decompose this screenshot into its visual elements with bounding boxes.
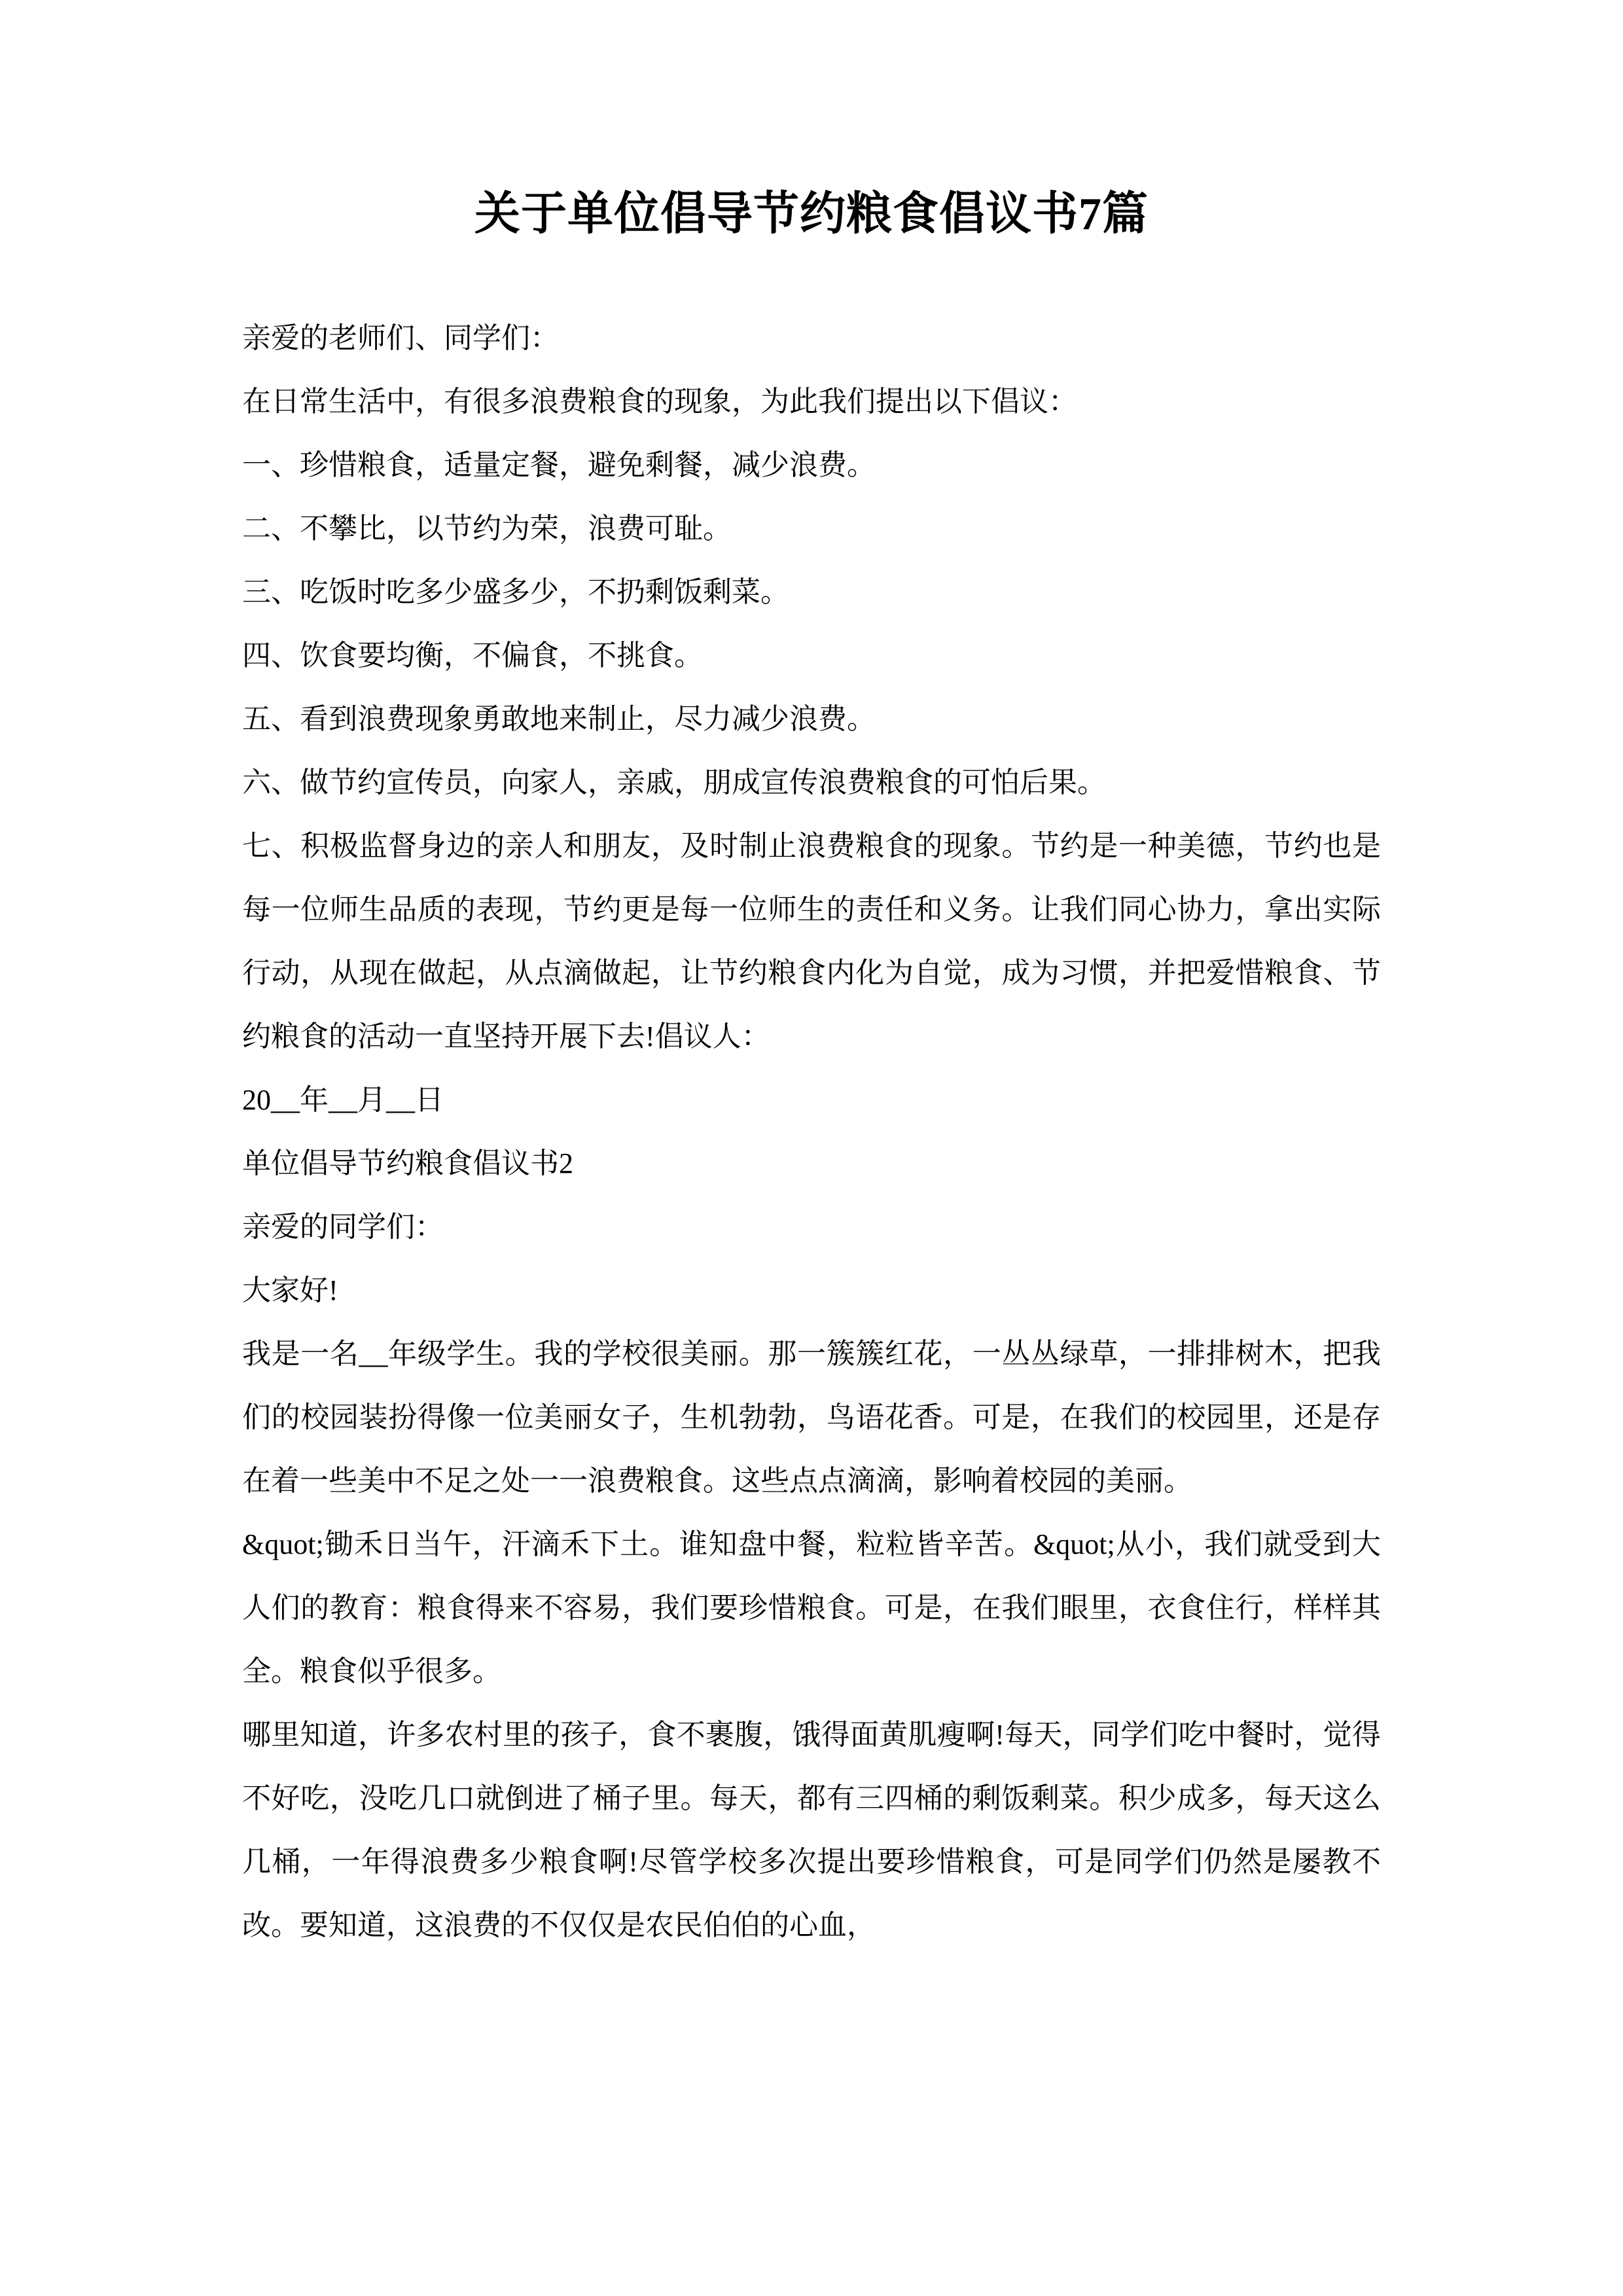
page-title: 关于单位倡导节约粮食倡议书7篇	[474, 189, 1149, 240]
section-2-heading: 单位倡导节约粮食倡议书2	[242, 1147, 573, 1179]
paragraph-greeting: 大家好!	[242, 1274, 338, 1306]
list-item-2: 二、不攀比，以节约为荣，浪费可耻。	[242, 512, 732, 545]
paragraph-poem-quote: &quot;锄禾日当午，汗滴禾下土。谁知盘中餐，粒粒皆辛苦。&quot;从小，我们就受到大人们的教育：粮食得来不容易，我们要珍惜粮食。可是，在我们眼里，衣食住行，样样其全。粮食似乎很多。	[242, 1528, 1381, 1687]
paragraph-intro: 在日常生活中，有很多浪费粮食的现象，为此我们提出以下倡议：	[242, 385, 1077, 418]
document-body	[242, 306, 1381, 1957]
date-line: 20__年__月__日	[242, 1083, 444, 1116]
list-item-5: 五、看到浪费现象勇敢地来制止，尽力减少浪费。	[242, 702, 876, 735]
list-item-4: 四、饮食要均衡，不偏食，不挑食。	[242, 639, 703, 672]
list-item-6: 六、做节约宣传员，向家人，亲戚，朋成宣传浪费粮食的可怕后果。	[242, 766, 1106, 798]
list-item-7: 七、积极监督身边的亲人和朋友，及时制止浪费粮食的现象。节约是一种美德，节约也是每一位师生品质的表现，节约更是每一位师生的责任和义务。让我们同心协力，拿出实际行动，从现在做起，从点滴做起，让节约粮食内化为自觉，成为习惯，并把爱惜粮食、节约粮食的活动一直坚持开展下去!倡议人：	[242, 829, 1381, 1052]
paragraph-salutation-2: 亲爱的同学们：	[242, 1210, 444, 1243]
paragraph-waste-observation: 哪里知道，许多农村里的孩子，食不裹腹，饿得面黄肌瘦啊!每天，同学们吃中餐时，觉得不好吃，没吃几口就倒进了桶子里。每天，都有三四桶的剩饭剩菜。积少成多，每天这么几桶，一年得浪费多少粮食啊!尽管学校多次提出要珍惜粮食，可是同学们仍然是屡教不改。要知道，这浪费的不仅仅是农民伯伯的心血，	[242, 1718, 1381, 1941]
paragraph-salutation-1: 亲爱的老师们、同学们：	[242, 321, 559, 354]
document-content	[242, 0, 1381, 1957]
list-item-1: 一、珍惜粮食，适量定餐，避免剩餐，减少浪费。	[242, 448, 876, 481]
list-item-3: 三、吃饭时吃多少盛多少，不扔剩饭剩菜。	[242, 575, 789, 608]
paragraph-school-intro: 我是一名__年级学生。我的学校很美丽。那一簇簇红花，一丛丛绿草，一排排树木，把我们的校园装扮得像一位美丽女子，生机勃勃，鸟语花香。可是，在我们的校园里，还是存在着一些美中不足之处一一浪费粮食。这些点点滴滴，影响着校园的美丽。	[242, 1337, 1381, 1497]
